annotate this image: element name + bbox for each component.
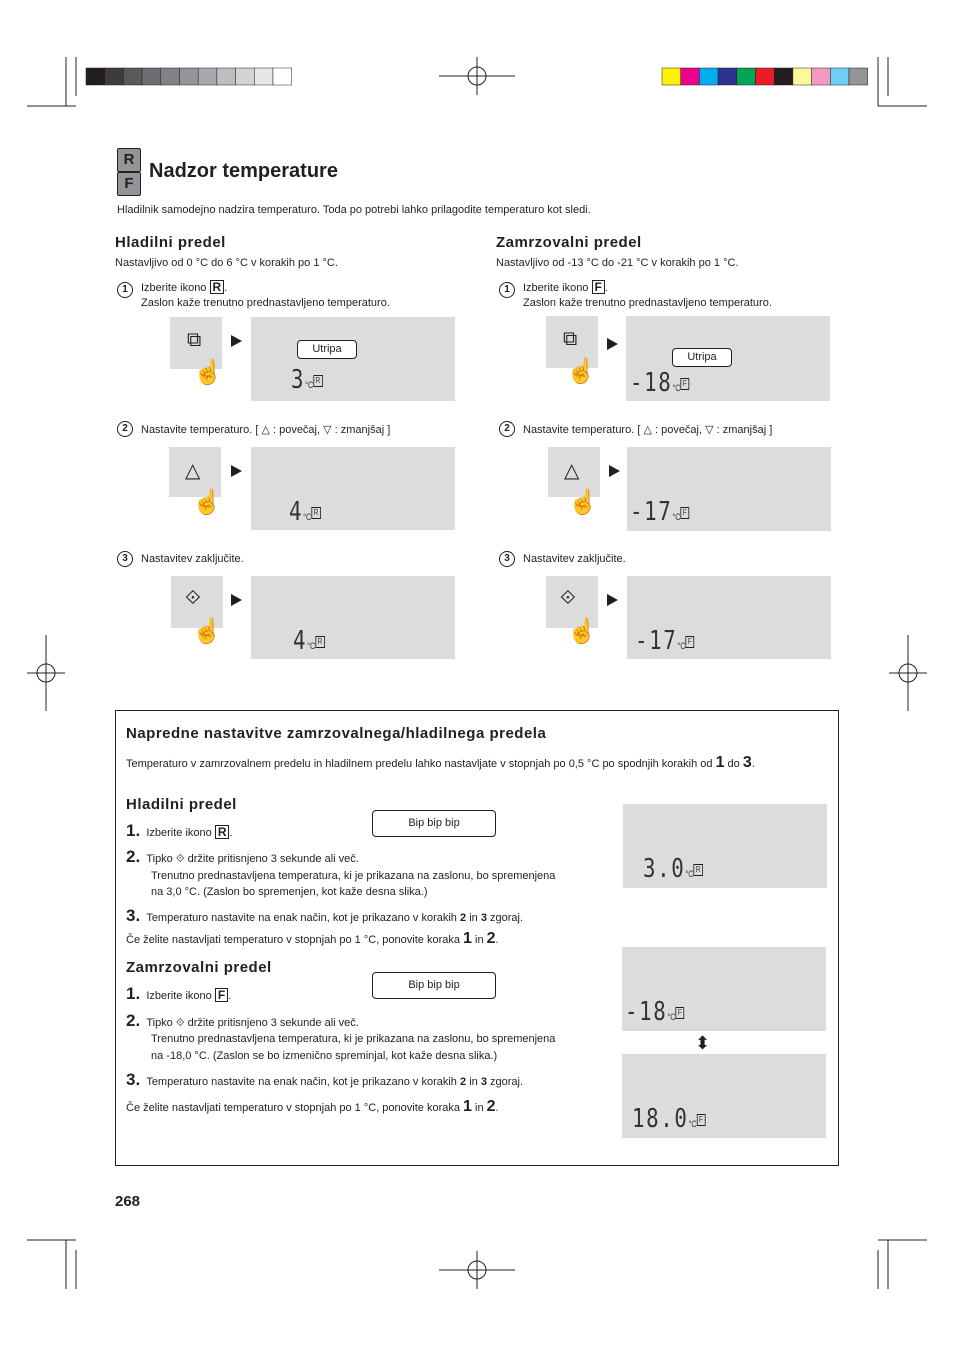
color-swatch [180,68,199,85]
color-swatch [812,68,831,85]
color-swatch [699,68,718,85]
compartment-icon: ⧉ [563,328,578,350]
color-swatch [254,68,273,85]
color-swatch [662,68,681,85]
temperature-readout: 3.0°C R [643,854,703,884]
hand-pointer-icon: ☝ [193,359,223,386]
display-panel [623,804,827,888]
page-title: Nadzor temperature [149,160,338,182]
section-title: Hladilni predel [115,234,226,251]
advanced-title: Napredne nastavitve zamrzovalnega/hladilnega predela [126,725,547,742]
color-swatch [198,68,217,85]
temperature-readout: 18.0°C F [632,1104,705,1134]
arrow-right-icon [607,594,618,606]
color-swatch [681,68,700,85]
color-swatch [830,68,849,85]
color-swatch [793,68,812,85]
intro-text: Hladilnik samodejno nadzira temperaturo. Toda po potrebi lahko prilagodite temperaturo kot sledi. [117,204,591,216]
color-swatch [123,68,142,85]
adv-fridge-title: Hladilni predel [126,796,237,813]
color-swatch [273,68,292,85]
step-number: 3 [117,551,133,567]
arrow-right-icon [231,335,242,347]
set-diamond-icon: ⟐ [175,853,185,865]
arrow-right-icon [607,338,618,350]
advanced-intro: Temperaturo v zamrzovalnem predelu in hladilnem predelu lahko nastavljate v stopnjah po 0,5 °C po spodnjih korakih od 1 do 3. [126,754,755,771]
adv-freezer-title: Zamrzovalni predel [126,959,272,976]
color-swatch [737,68,756,85]
hand-pointer-icon: ☝ [568,489,598,516]
step-number: 3 [499,551,515,567]
step-number: 1 [117,282,133,298]
color-swatch [236,68,255,85]
color-swatch [756,68,775,85]
step-desc: na 3,0 °C. (Zaslon bo spremenjen, kot kaže desna slika.) [151,886,428,898]
f-icon: F [215,988,228,1002]
select-button-panel[interactable] [546,316,598,385]
triangle-up-icon: △ [564,460,580,482]
display-panel [251,447,455,530]
step1-desc: Zaslon kaže trenutno prednastavljeno temperaturo. [523,297,772,309]
compartment-icon: ⧉ [187,329,202,351]
step-desc: na -18,0 °C. (Zaslon se bo izmenično spreminjal, kot kaže desna slika.) [151,1050,498,1062]
f-icon: F [592,280,605,294]
set-diamond-icon: ⟐ [560,587,576,609]
select-button-panel[interactable] [170,317,223,386]
color-swatch [161,68,180,85]
display-panel [251,317,455,401]
step-desc: Trenutno prednastavljena temperatura, ki je prikazana na zaslonu, bo spremenjena [151,1033,556,1045]
page-number: 268 [115,1193,141,1210]
temperature-readout: 3°C R [291,365,323,395]
display-panel [251,576,455,659]
section-title: Zamrzovalni predel [496,234,642,251]
beep-bubble: Bip bip bip [372,972,496,999]
up-button-panel[interactable] [548,447,600,516]
display-panel [626,316,830,401]
step1-text: Izberite ikono F . [523,280,608,294]
display-panel [627,447,831,531]
display-panel [622,947,826,1031]
set-button-panel[interactable] [171,576,223,645]
step2-text: Nastavite temperaturo. [ △ : povečaj, ▽ : zmanjšaj ] [141,424,391,436]
temperature-readout: -17°C F [630,497,689,527]
color-swatch [849,68,868,85]
step-number: 2 [499,421,515,437]
f-icon: F [117,172,141,196]
step-number: 2 [117,421,133,437]
r-icon: R [215,825,230,839]
temperature-readout: -17°C F [635,626,694,656]
step2-text: Nastavite temperaturo. [ △ : povečaj, ▽ : zmanjšaj ] [523,424,773,436]
step1-desc: Zaslon kaže trenutno prednastavljeno temperaturo. [141,297,390,309]
display-panel [622,1054,826,1138]
alternating-arrow-icon: ⬍ [695,1033,711,1053]
temperature-readout: 4°C R [293,626,325,656]
step3-text: Nastavitev zaključite. [523,553,626,565]
blink-label: Utripa [672,348,732,367]
step-desc: Trenutno prednastavljena temperatura, ki je prikazana na zaslonu, bo spremenjena [151,870,556,882]
hand-pointer-icon: ☝ [192,489,222,516]
arrow-right-icon [609,465,620,477]
blink-label: Utripa [297,340,357,359]
color-swatch [718,68,737,85]
arrow-right-icon [231,465,242,477]
range-text: Nastavljivo od -13 °C do -21 °C v korakih po 1 °C. [496,257,739,269]
manual-page: R F Nadzor temperature Hladilnik samodejno nadzira temperaturo. Toda po potrebi lahko prilagodite temperaturo kot sledi. Hladilni predel Nastavljivo od 0 °C do 6 °C v korakih po 1 °C. 1 Izberite ikono R . Zaslon kaže trenutno prednastavljeno temperaturo. ⧉ ☝ Utripa 3°C R 2 Nastavite temperaturo. [ △ : povečaj, ▽ : zmanjšaj ] △ ☝ 4°C R 3 Nastavitev zaključite. ⟐ ☝ 4°C R Zamrzovalni predel Nastavljivo od -13 °C do -21 °C v korakih po 1 °C. 1 Izberite ikono F . Zaslon kaže trenutno prednastavljeno temperaturo. ⧉ ☝ Utripa -18°C F 2 Nastavite temperaturo. [ △ : povečaj, ▽ : zmanjšaj ] △ ☝ -17°C F 3 Nastavitev zaključite. ⟐ ☝ -17°C F Napredne nastavitve zamrzovalnega/hladilnega predela Temperaturo v zamrzovalnem predelu in hladilnem predelu lahko nastavljate v stopnjah po 0,5 °C po spodnjih korakih od 1 do 3. Hladilni predel 1. Izberite ikono R . Bip bip bip 2. Tipko ⟐ držite pritisnjeno 3 sekunde ali več. Trenutno prednastavljena temperatura, ki je prikazana na zaslonu, bo spremenjena na 3,0 °C. (Zaslon bo spremenjen, kot kaže desna slika.) 3. Temperaturo nastavite na enak način, kot je prikazano v korakih 2 in 3 zgoraj. Če želite nastavljati temperaturo v stopnjah po 1 °C, ponovite koraka 1 in 2. 3.0°C R Zamrzovalni predel 1. Izberite ikono F . Bip bip bip 2. Tipko ⟐ držite pritisnjeno 3 sekunde ali več. Trenutno prednastavljena temperatura, ki je prikazana na zaslonu, bo spremenjena na -18,0 °C. (Zaslon se bo izmenično spreminjal, kot kaže desna slika.) 3. Temperaturo nastavite na enak način, kot je prikazano v korakih 2 in 3 zgoraj. Če želite nastavljati temperaturo v stopnjah po 1 °C, ponovite koraka 1 in 2. -18°C F ⬍ 18.0°C F 268 [0,0,954,1347]
color-swatch [86,68,105,85]
up-button-panel[interactable] [169,447,222,516]
beep-bubble: Bip bip bip [372,810,496,837]
set-diamond-icon: ⟐ [175,1017,185,1029]
hand-pointer-icon: ☝ [567,618,597,645]
temperature-readout: -18°C F [625,997,684,1027]
r-icon: R [210,280,225,294]
r-icon: R [117,148,141,172]
step1-text: Izberite ikono R . [141,280,228,294]
set-diamond-icon: ⟐ [185,587,201,609]
color-swatch [217,68,236,85]
step-number: 1 [499,282,515,298]
set-button-panel[interactable] [546,576,598,645]
temperature-readout: -18°C F [630,368,689,398]
arrow-right-icon [231,594,242,606]
step3-text: Nastavitev zaključite. [141,553,244,565]
temperature-readout: 4°C R [289,497,321,527]
display-panel [627,576,831,659]
hand-pointer-icon: ☝ [192,618,222,645]
triangle-up-icon: △ [185,460,201,482]
color-swatch [774,68,793,85]
color-swatch [105,68,124,85]
hand-pointer-icon: ☝ [566,358,596,385]
range-text: Nastavljivo od 0 °C do 6 °C v korakih po 1 °C. [115,257,338,269]
color-swatch [142,68,161,85]
